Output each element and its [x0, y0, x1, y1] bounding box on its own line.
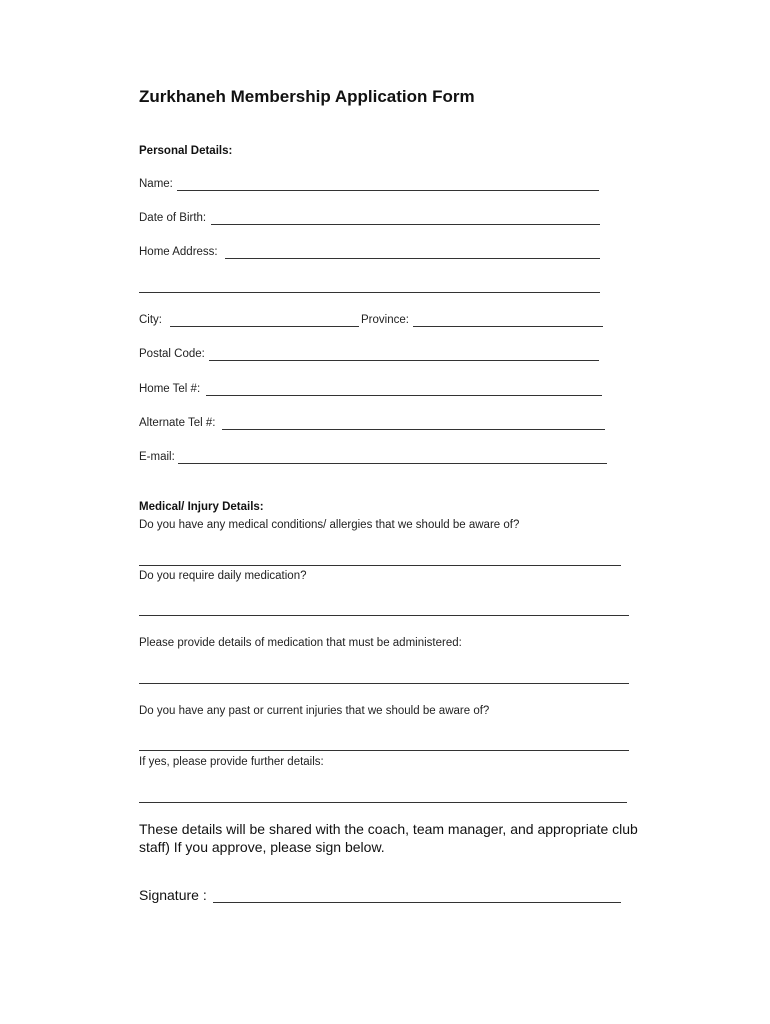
name-field[interactable] — [177, 190, 599, 191]
medication-details-field[interactable] — [139, 683, 629, 684]
medical-details-heading: Medical/ Injury Details: — [139, 501, 264, 513]
dob-field[interactable] — [211, 224, 600, 225]
name-label: Name: — [139, 178, 173, 190]
postal-code-label: Postal Code: — [139, 348, 205, 360]
home-address-field-line2[interactable] — [139, 292, 600, 293]
injuries-question: Do you have any past or current injuries that we should be aware of? — [139, 705, 490, 717]
email-label: E-mail: — [139, 451, 175, 463]
province-label: Province: — [361, 314, 409, 326]
consent-notice: These details will be shared with the coach, team manager, and appropriate club staff) If you approve, please sign below. — [139, 821, 638, 855]
medication-details-question: Please provide details of medication that must be administered: — [139, 637, 462, 649]
postal-code-field[interactable] — [209, 360, 599, 361]
further-details-question: If yes, please provide further details: — [139, 756, 324, 768]
medical-conditions-question: Do you have any medical conditions/ allergies that we should be aware of? — [139, 519, 520, 531]
daily-medication-field[interactable] — [139, 615, 629, 616]
alternate-tel-field[interactable] — [222, 429, 605, 430]
daily-medication-question: Do you require daily medication? — [139, 570, 307, 582]
home-tel-label: Home Tel #: — [139, 383, 201, 395]
home-address-label: Home Address: — [139, 246, 218, 258]
medical-conditions-field[interactable] — [139, 565, 621, 566]
province-field[interactable] — [413, 326, 603, 327]
form-title: Zurkhaneh Membership Application Form — [139, 87, 475, 106]
city-field[interactable] — [170, 326, 359, 327]
dob-label: Date of Birth: — [139, 212, 207, 224]
further-details-field[interactable] — [139, 802, 627, 803]
signature-label: Signature : — [139, 887, 207, 903]
injuries-field[interactable] — [139, 750, 629, 751]
personal-details-heading: Personal Details: — [139, 145, 233, 157]
email-field[interactable] — [178, 463, 607, 464]
home-address-field[interactable] — [225, 258, 600, 259]
home-tel-field[interactable] — [206, 395, 602, 396]
alternate-tel-label: Alternate Tel #: — [139, 417, 216, 429]
signature-field[interactable] — [213, 902, 621, 903]
city-label: City: — [139, 314, 162, 326]
